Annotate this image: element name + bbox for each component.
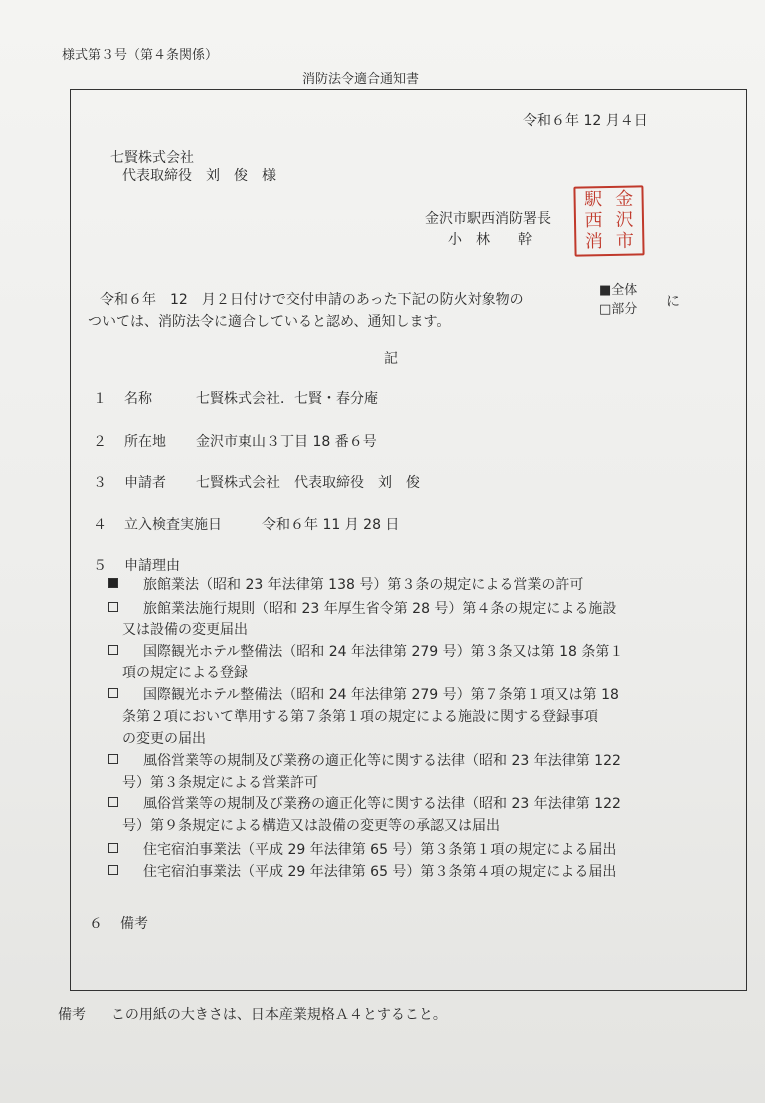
seal-char: 市 — [615, 230, 635, 252]
reason-7-line-1: 住宅宿泊事業法（平成 29 年法律第 65 号）第３条第１項の規定による届出 — [143, 842, 617, 858]
body-text-line-1: 令和６年 12 月２日付けで交付申請のあった下記の防火対象物の — [100, 292, 524, 308]
reason-3-line-2: 項の規定による登録 — [122, 665, 248, 681]
item-1-number: １ — [93, 391, 107, 407]
document-title: 消防法令適合通知書 — [302, 72, 420, 87]
item-3-number: ３ — [93, 475, 107, 491]
addressee-company: 七賢株式会社 — [110, 150, 194, 166]
seal-char: 駅 — [583, 189, 603, 211]
reason-2-line-1: 旅館業法施行規則（昭和 23 年厚生省令第 28 号）第４条の規定による施設 — [143, 601, 617, 617]
reason-6-line-1: 風俗営業等の規制及び業務の適正化等に関する法律（昭和 23 年法律第 122 — [143, 796, 621, 812]
official-seal-stamp — [573, 185, 644, 256]
body-text-ni: に — [666, 294, 680, 310]
item-4-number: ４ — [93, 517, 107, 533]
reason-8-line-1: 住宅宿泊事業法（平成 29 年法律第 65 号）第３条第４項の規定による届出 — [143, 864, 617, 880]
reason-6-checkbox — [108, 797, 118, 807]
reason-1-line-1: 旅館業法（昭和 23 年法律第 138 号）第３条の規定による営業の許可 — [143, 577, 584, 593]
addressee-representative: 代表取締役 刘 俊 様 — [122, 168, 276, 184]
option-part-unchecked: □部分 — [599, 302, 638, 317]
reason-4-line-2: 条第２項において準用する第７条第１項の規定による施設に関する登録事項 — [122, 709, 598, 725]
reason-2-line-2: 又は設備の変更届出 — [122, 622, 248, 638]
item-3-value: 七賢株式会社 代表取締役 刘 俊 — [196, 475, 420, 491]
issue-date: 令和６年 12 月４日 — [523, 113, 648, 129]
sender-name: 小 林 幹 — [448, 232, 532, 248]
ki-heading: 記 — [384, 351, 398, 367]
reason-3-line-1: 国際観光ホテル整備法（昭和 24 年法律第 279 号）第３条又は第 18 条第１ — [143, 644, 624, 660]
item-1-value: 七賢株式会社．七賢・春分庵 — [196, 391, 378, 407]
option-all-checked: ■全体 — [599, 283, 638, 298]
item-3-label: 申請者 — [124, 475, 166, 491]
reason-4-checkbox — [108, 688, 118, 698]
item-6-label: 備考 — [120, 916, 148, 932]
item-1-label: 名称 — [124, 391, 152, 407]
reason-6-line-2: 号）第９条規定による構造又は設備の変更等の承認又は届出 — [122, 818, 500, 834]
body-text-line-2: ついては、消防法令に適合していると認め、通知します。 — [88, 314, 451, 330]
sender-title: 金沢市駅西消防署長 — [425, 211, 551, 227]
footer-note — [58, 1004, 447, 1024]
reason-8-checkbox — [108, 865, 118, 875]
seal-char: 金 — [614, 188, 634, 211]
item-4-value: 令和６年 11 月 28 日 — [262, 517, 400, 533]
reason-4-line-3: の変更の届出 — [122, 731, 206, 747]
reason-4-line-1: 国際観光ホテル整備法（昭和 24 年法律第 279 号）第７条第１項又は第 18 — [143, 687, 619, 703]
reason-5-checkbox — [108, 754, 118, 764]
seal-char: 沢 — [615, 209, 634, 231]
footer-text: この用紙の大きさは、日本産業規格Ａ４とすること。 — [110, 1007, 447, 1023]
reason-7-checkbox — [108, 843, 118, 853]
item-4-label: 立入検査実施日 — [124, 517, 222, 533]
reason-5-line-1: 風俗営業等の規制及び業務の適正化等に関する法律（昭和 23 年法律第 122 — [143, 753, 621, 769]
form-number: 様式第３号（第４条関係） — [62, 48, 219, 63]
reason-3-checkbox — [108, 645, 118, 655]
seal-char: 西 — [584, 210, 603, 232]
item-6-number: ６ — [89, 916, 103, 932]
item-2-number: ２ — [93, 434, 107, 450]
reason-1-checkbox-checked — [108, 578, 118, 588]
reason-5-line-2: 号）第３条規定による営業許可 — [122, 775, 318, 791]
reason-2-checkbox — [108, 602, 118, 612]
item-2-label: 所在地 — [124, 434, 166, 450]
seal-char: 消 — [584, 230, 604, 253]
footer-label: 備考 — [58, 1007, 86, 1023]
item-2-value: 金沢市東山３丁目 18 番６号 — [196, 434, 377, 450]
item-5-number: ５ — [93, 558, 107, 574]
item-5-label: 申請理由 — [124, 558, 180, 574]
